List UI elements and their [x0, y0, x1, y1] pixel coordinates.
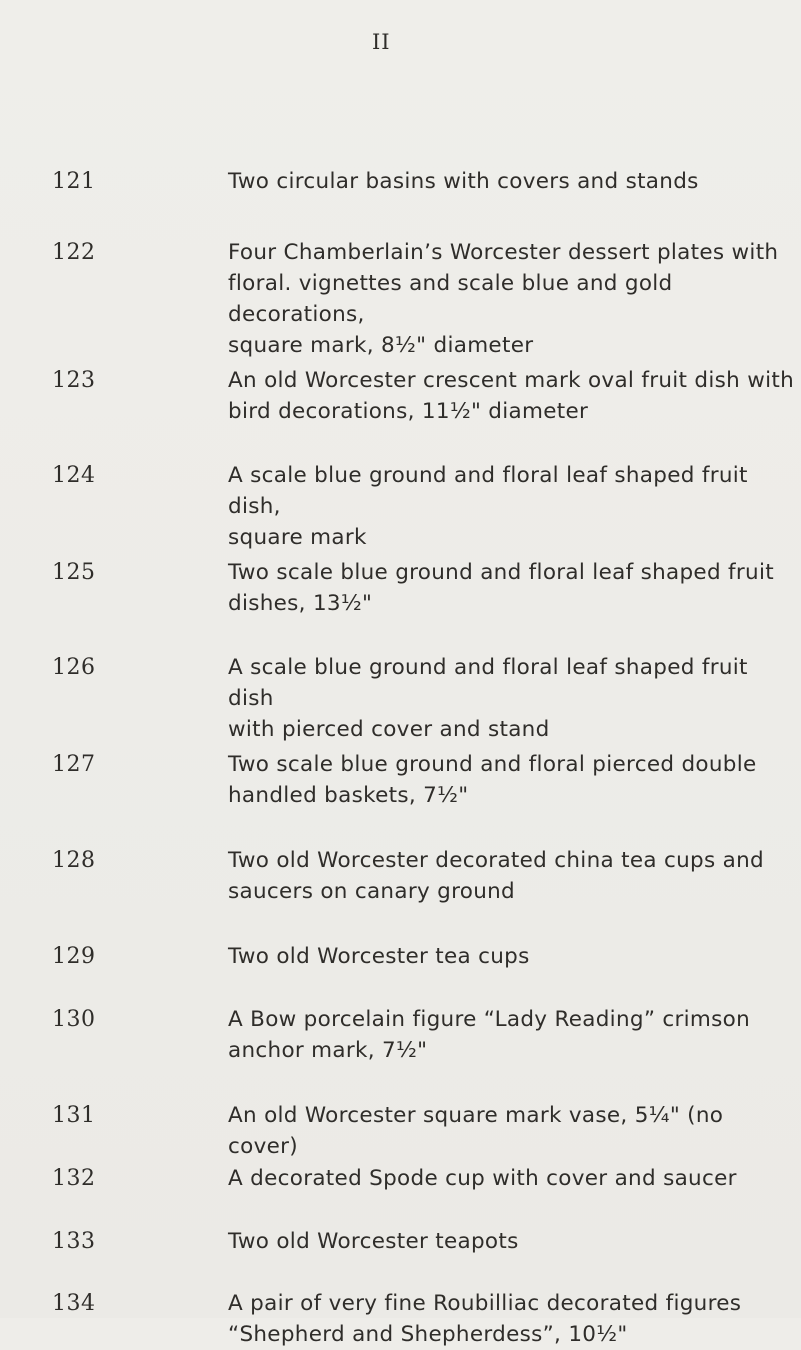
lot-description: Four Chamberlain’s Worcester dessert plates with floral. vignettes and scale blue and gold decorations, square mark, 8½" diameter [228, 240, 779, 358]
lot-description: Two old Worcester teapots [228, 1229, 519, 1254]
lot-description: Two scale blue ground and floral pierced double handled baskets, 7½" [228, 752, 757, 808]
lot-number: 121 [52, 169, 96, 194]
lot-description: An old Worcester square mark vase, 5¼" (no cover) [228, 1103, 724, 1159]
lot-description: A decorated Spode cup with cover and saucer [228, 1166, 737, 1191]
lot-number: 129 [52, 944, 96, 969]
lot-number: 132 [52, 1166, 96, 1191]
lot-number: 130 [52, 1007, 96, 1032]
lot-description: A pair of very fine Roubilliac decorated figures “Shepherd and Shepherdess”, 10½" [228, 1291, 742, 1347]
page-number: II [372, 30, 391, 54]
lot-number: 124 [52, 463, 96, 488]
lot-number: 133 [52, 1229, 96, 1254]
lot-number: 125 [52, 560, 96, 585]
lot-number: 134 [52, 1291, 96, 1316]
lot-number: 131 [52, 1103, 96, 1128]
lot-description: A scale blue ground and floral leaf shaped fruit dish, square mark [228, 463, 748, 550]
lot-description: A scale blue ground and floral leaf shaped fruit dish with pierced cover and stand [228, 655, 748, 742]
lot-number: 128 [52, 848, 96, 873]
lot-description: Two scale blue ground and floral leaf shaped fruit dishes, 13½" [228, 560, 774, 616]
lot-description: Two circular basins with covers and stands [228, 169, 699, 194]
lot-description: Two old Worcester tea cups [228, 944, 530, 969]
lot-description: An old Worcester crescent mark oval fruit dish with bird decorations, 11½" diameter [228, 368, 795, 424]
lot-number: 123 [52, 368, 96, 393]
lot-number: 127 [52, 752, 96, 777]
lot-description: Two old Worcester decorated china tea cups and saucers on canary ground [228, 848, 764, 904]
lot-description: A Bow porcelain figure “Lady Reading” crimson anchor mark, 7½" [228, 1007, 751, 1063]
lot-number: 126 [52, 655, 96, 680]
lot-number: 122 [52, 240, 96, 265]
